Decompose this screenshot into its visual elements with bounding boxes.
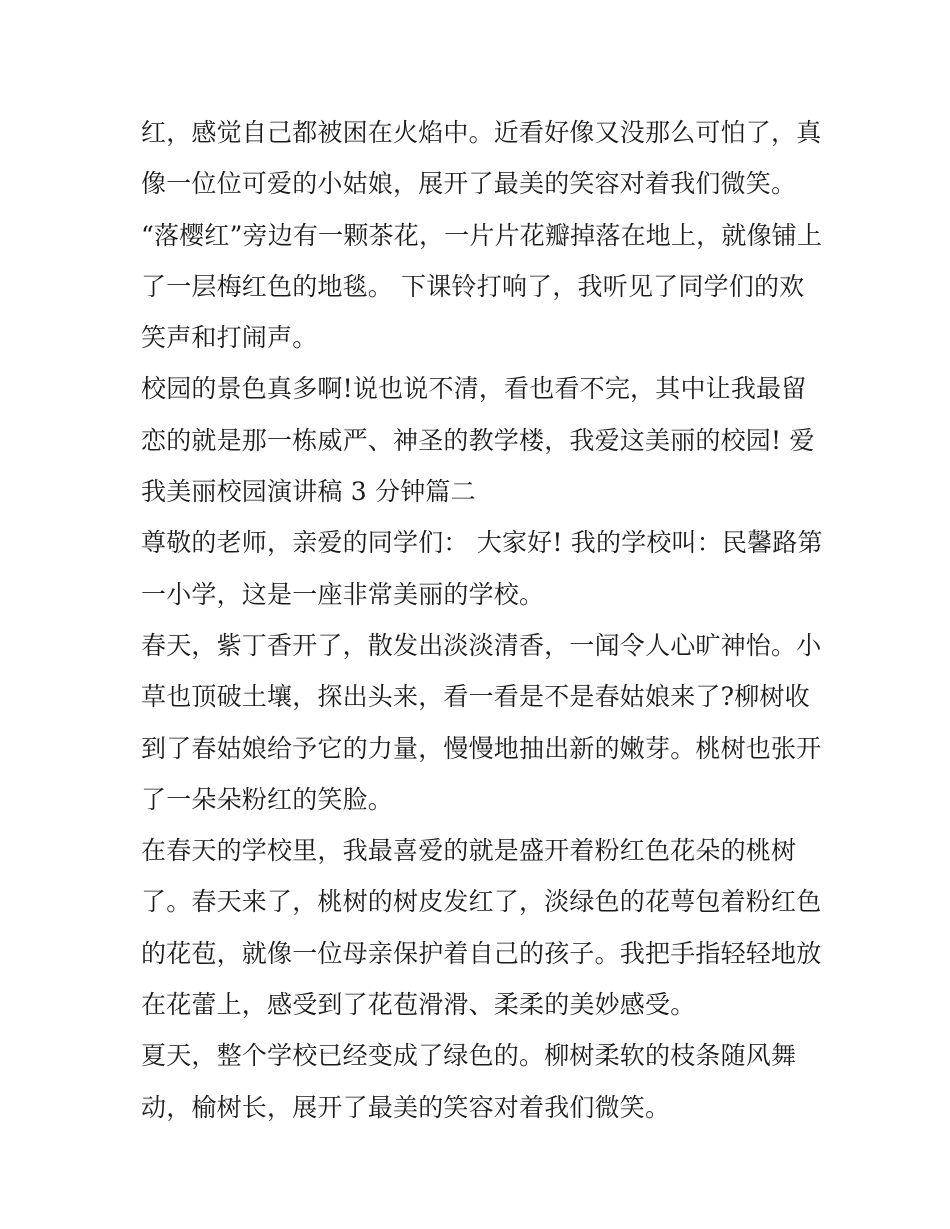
text-line: 红，感觉自己都被困在火焰中。近看好像又没那么可怕了，真 [141,118,822,147]
text-line: 在花蕾上，感受到了花苞滑滑、柔柔的美妙感受。 [141,990,696,1020]
body-text [141,107,821,1133]
text-line: 一小学，这是一座非常美丽的学校。 [141,579,545,609]
text-line: 恋的就是那一栋威严、神圣的教学楼，我爱这美丽的校园! 爱 [141,425,815,455]
text-line: 草也顶破土壤，探出头来，看一看是不是春姑娘来了?柳树收 [141,682,810,712]
text-line: 动，榆树长，展开了最美的笑容对着我们微笑。 [141,1092,671,1122]
text-line: 尊敬的老师，亲爱的同学们： 大家好! 我的学校叫：民馨路第 [141,528,823,558]
text-line: 笑声和打闹声。 [141,323,318,353]
text-line: 了一层梅红色的地毯。 下课铃打响了，我听见了同学们的欢 [141,271,805,301]
text-line: “落樱红”旁边有一颗茶花，一片片花瓣掉落在地上，就像铺上 [141,220,823,250]
section-heading-line: 我美丽校园演讲稿 3 分钟篇二 [141,477,476,507]
text-line: 到了春姑娘给予它的力量，慢慢地抽出新的嫩芽。桃树也张开 [141,733,822,763]
text-line: 了。春天来了，桃树的树皮发红了，淡绿色的花萼包着粉红色 [141,887,822,917]
text-line: 春天，紫丁香开了，散发出淡淡清香，一闻令人心旷神怡。小 [141,630,822,660]
text-line: 了一朵朵粉红的笑脸。 [141,784,394,814]
text-line: 夏天，整个学校已经变成了绿色的。柳树柔软的枝条随风舞 [141,1041,797,1071]
text-line: 在春天的学校里，我最喜爱的就是盛开着粉红色花朵的桃树 [141,836,797,866]
text-line: 的花苞，就像一位母亲保护着自己的孩子。我把手指轻轻地放 [141,938,822,968]
text-line: 像一位位可爱的小姑娘，展开了最美的笑容对着我们微笑。 [141,169,797,199]
text-line: 校园的景色真多啊!说也说不清，看也看不完，其中让我最留 [141,374,807,404]
